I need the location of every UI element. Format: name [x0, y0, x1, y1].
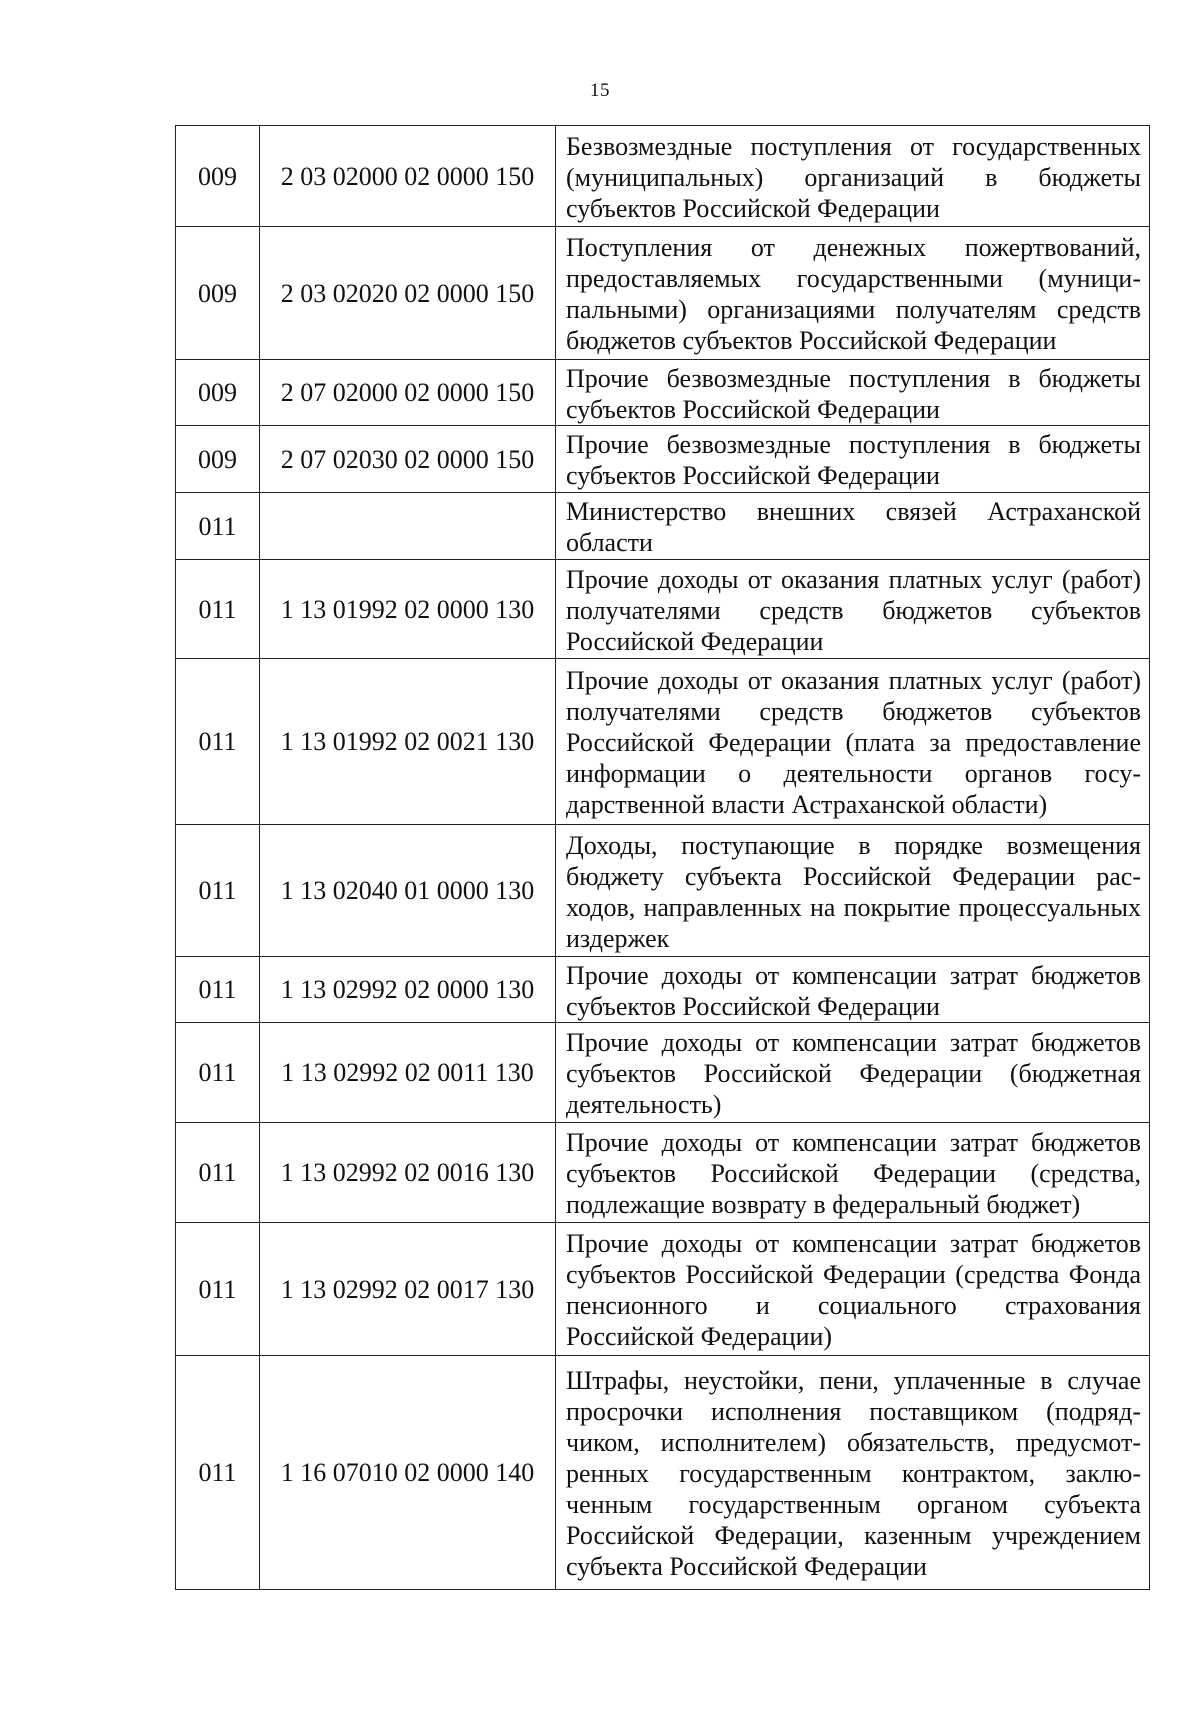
- admin-code-cell: 011: [176, 1356, 260, 1590]
- page-number: 15: [590, 80, 610, 101]
- table-row: [176, 360, 1150, 426]
- kbk-cell: 1 13 02992 02 0016 130: [260, 1123, 556, 1223]
- revenue-codes-table: [175, 125, 1150, 1590]
- name-cell: Штрафы, неустойки, пени, уплаченные в случае просрочки исполнения поставщиком (подрядчиком, исполнителем) обязательств, предусмотренных государственным контрактом, заключенным государственным органом субъекта Российской Федерации, казенным учреждением субъекта Российской Федерации: [556, 1356, 1150, 1590]
- table-row: [176, 825, 1150, 957]
- table-row: [176, 1223, 1150, 1356]
- kbk-cell: 1 13 02992 02 0011 130: [260, 1023, 556, 1123]
- name-cell: Прочие безвозмездные поступления в бюджеты субъектов Российской Федерации: [556, 426, 1150, 493]
- table-row: [176, 1023, 1150, 1123]
- admin-code-cell: 011: [176, 1023, 260, 1123]
- table-row: [176, 659, 1150, 825]
- admin-code-cell: 009: [176, 227, 260, 360]
- table-row: [176, 493, 1150, 560]
- admin-code-cell: 011: [176, 560, 260, 659]
- kbk-cell: 2 07 02000 02 0000 150: [260, 360, 556, 426]
- kbk-cell: 2 07 02030 02 0000 150: [260, 426, 556, 493]
- admin-code-cell: 009: [176, 426, 260, 493]
- table-row: [176, 1123, 1150, 1223]
- admin-code-cell: 011: [176, 659, 260, 825]
- table-row: [176, 560, 1150, 659]
- admin-code-cell: 011: [176, 957, 260, 1023]
- kbk-cell: 2 03 02000 02 0000 150: [260, 126, 556, 227]
- admin-code-cell: 011: [176, 1223, 260, 1356]
- table-row: [176, 126, 1150, 227]
- kbk-cell: 1 13 02040 01 0000 130: [260, 825, 556, 957]
- kbk-cell: 1 13 01992 02 0021 130: [260, 659, 556, 825]
- name-cell: Прочие доходы от компенсации затрат бюджетов субъектов Российской Федерации (бюджетная деятельность): [556, 1023, 1150, 1123]
- name-cell: Безвозмездные поступления от государственных (муниципальных) организаций в бюджеты субъектов Российской Федерации: [556, 126, 1150, 227]
- admin-code-cell: 009: [176, 360, 260, 426]
- admin-code-cell: 011: [176, 1123, 260, 1223]
- name-cell: Прочие доходы от компенсации затрат бюджетов субъектов Российской Федерации (средства Фонда пенсионного и социального страхования Российской Федерации): [556, 1223, 1150, 1356]
- name-cell: Прочие доходы от оказания платных услуг (работ) получателями средств бюджетов субъектов Российской Федерации: [556, 560, 1150, 659]
- table-row: [176, 227, 1150, 360]
- admin-code-cell: 011: [176, 493, 260, 560]
- kbk-cell: [260, 493, 556, 560]
- name-cell: Доходы, поступающие в порядке возмещения бюджету субъекта Российской Федерации расходов, направленных на покрытие процессуальных издержек: [556, 825, 1150, 957]
- kbk-cell: 2 03 02020 02 0000 150: [260, 227, 556, 360]
- name-cell: Прочие доходы от компенсации затрат бюджетов субъектов Российской Федерации (средства, подлежащие возврату в федеральный бюджет): [556, 1123, 1150, 1223]
- kbk-cell: 1 13 02992 02 0017 130: [260, 1223, 556, 1356]
- name-cell: Прочие безвозмездные поступления в бюджеты субъектов Российской Федерации: [556, 360, 1150, 426]
- kbk-cell: 1 13 02992 02 0000 130: [260, 957, 556, 1023]
- kbk-cell: 1 13 01992 02 0000 130: [260, 560, 556, 659]
- table-row: [176, 1356, 1150, 1590]
- admin-code-cell: 009: [176, 126, 260, 227]
- table-row: [176, 426, 1150, 493]
- admin-code-cell: 011: [176, 825, 260, 957]
- name-cell: Поступления от денежных пожертвований, предоставляемых государственными (муниципальными) организациями получателям средств бюджетов субъектов Российской Федерации: [556, 227, 1150, 360]
- name-cell: Министерство внешних связей Астраханской области: [556, 493, 1150, 560]
- table-row: [176, 957, 1150, 1023]
- kbk-cell: 1 16 07010 02 0000 140: [260, 1356, 556, 1590]
- name-cell: Прочие доходы от компенсации затрат бюджетов субъектов Российской Федерации: [556, 957, 1150, 1023]
- name-cell: Прочие доходы от оказания платных услуг (работ) получателями средств бюджетов субъектов Российской Федерации (плата за предоставление информации о деятельности органов государственной власти Астраханской области): [556, 659, 1150, 825]
